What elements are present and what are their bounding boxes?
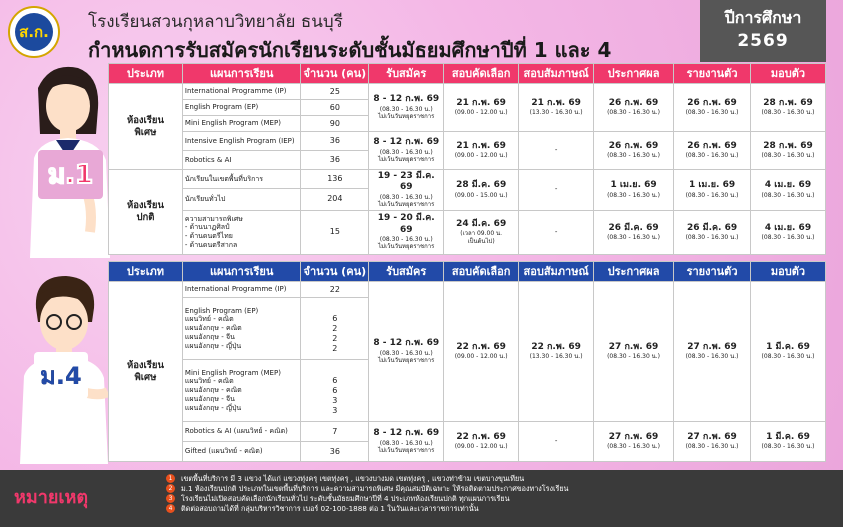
program-cell: นักเรียนในเขตพื้นที่บริการ	[182, 170, 300, 189]
date-text: 26 ก.พ. 69	[687, 141, 737, 152]
logo-emblem: ส.ก.	[15, 13, 53, 51]
date-text: 4 เม.ย. 69	[764, 222, 812, 233]
date-text: 22 ก.พ. 69	[456, 342, 506, 353]
table-row	[109, 210, 826, 254]
time-text: (08.30 - 16.30 น.)	[685, 109, 739, 117]
report-cell	[674, 282, 751, 422]
date-text: 1 เม.ย. 69	[688, 180, 736, 191]
notes-list	[166, 474, 568, 514]
note-text: ไม่เว้นวันหยุดราชการ	[378, 201, 435, 208]
count-cell: 36	[301, 132, 369, 151]
time-text: (08.30 - 16.30 น.)	[607, 233, 661, 241]
time-text: (เวลา 09.00 น. เป็นต้นไป)	[460, 230, 503, 245]
exam-cell	[444, 422, 519, 462]
col-exam: สอบคัดเลือก	[444, 262, 519, 282]
enroll-cell	[751, 422, 826, 462]
school-logo	[8, 6, 60, 58]
time-text: (08.30 - 16.30 น.)	[379, 105, 433, 113]
count-cell: 6 2 2 2	[301, 298, 369, 360]
apply-cell	[369, 282, 444, 422]
time-text: (08.30 - 16.30 น.)	[685, 152, 739, 160]
apply-cell	[369, 170, 444, 211]
note-text: โรงเรียนไม่เปิดสอบคัดเลือกนักเรียนทั่วไป ระดับชั้นมัธยมศึกษาปีที่ 4 ประเภทห้องเรียนปกติ ทุกแผนการเรียน	[181, 494, 510, 503]
date-text: 4 เม.ย. 69	[764, 180, 812, 191]
time-text: (09.00 - 12.00 น.)	[454, 353, 508, 361]
col-program: แผนการเรียน	[182, 64, 300, 84]
enroll-cell	[751, 170, 826, 211]
time-text: (08.30 - 16.30 น.)	[685, 191, 739, 199]
time-text: (08.30 - 16.30 น.)	[761, 152, 815, 160]
date-text: 8 - 12 ก.พ. 69	[373, 94, 440, 105]
report-cell	[674, 422, 751, 462]
report-cell	[674, 210, 751, 254]
count-cell: 25	[301, 84, 369, 100]
exam-cell	[444, 210, 519, 254]
count-cell: 36	[301, 442, 369, 462]
col-exam: สอบคัดเลือก	[444, 64, 519, 84]
time-text: (08.30 - 16.30 น.)	[379, 439, 433, 447]
type-cell: ห้องเรียน พิเศษ	[109, 84, 183, 170]
time-text: (09.00 - 12.00 น.)	[454, 443, 508, 451]
announce-cell	[594, 84, 674, 132]
time-text: (08.30 - 16.30 น.)	[379, 349, 433, 357]
count-cell: 15	[301, 210, 369, 254]
note-item	[166, 484, 568, 494]
col-interview: สอบสัมภาษณ์	[519, 262, 594, 282]
program-cell: Mini English Program (MEP) แผนวิทย์ - คณิต แผนอังกฤษ - คณิต แผนอังกฤษ - จีน แผนอังกฤษ - ญี่ปุ่น	[182, 360, 300, 422]
program-cell: Mini English Program (MEP)	[182, 116, 300, 132]
col-type: ประเภท	[109, 262, 183, 282]
program-cell: Robotics & AI (แผนวิทย์ - คณิต)	[182, 422, 300, 442]
exam-cell	[444, 170, 519, 211]
interview-cell: -	[519, 422, 594, 462]
time-text: (08.30 - 16.30 น.)	[685, 353, 739, 361]
enroll-cell	[751, 84, 826, 132]
date-text: 26 มี.ค. 69	[608, 222, 659, 233]
enroll-cell	[751, 210, 826, 254]
date-text: 22 ก.พ. 69	[531, 342, 581, 353]
announce-cell	[594, 132, 674, 170]
date-text: 26 ก.พ. 69	[608, 141, 659, 152]
apply-cell	[369, 210, 444, 254]
exam-cell	[444, 282, 519, 422]
note-text: ไม่เว้นวันหยุดราชการ	[378, 113, 435, 121]
count-cell: 136	[301, 170, 369, 189]
m4-badge: ม.4	[34, 352, 88, 399]
m4-schedule-table	[108, 261, 826, 462]
time-text: (13.30 - 16.30 น.)	[529, 109, 583, 117]
time-text: (09.00 - 12.00 น.)	[454, 152, 508, 160]
report-cell	[674, 132, 751, 170]
table-row	[109, 132, 826, 151]
col-count: จำนวน (คน)	[301, 262, 369, 282]
time-text: (13.30 - 16.30 น.)	[529, 353, 583, 361]
interview-cell	[519, 282, 594, 422]
type-cell: ห้องเรียน ปกติ	[109, 170, 183, 255]
col-announce: ประกาศผล	[594, 64, 674, 84]
date-text: 26 ก.พ. 69	[687, 98, 737, 109]
report-cell	[674, 170, 751, 211]
col-count: จำนวน (คน)	[301, 64, 369, 84]
time-text: (08.30 - 16.30 น.)	[761, 353, 815, 361]
date-text: 1 มี.ค. 69	[766, 342, 810, 353]
note-text: เขตพื้นที่บริการ มี 3 แขวง ได้แก่ แขวงทุ่งครุ เขตทุ่งครุ , แขวงบางมด เขตทุ่งครุ , แขวงท่าข้าม เขตบางขุนเทียน	[181, 474, 525, 483]
date-text: 1 เม.ย. 69	[610, 180, 657, 191]
date-text: 26 ก.พ. 69	[608, 98, 659, 109]
date-text: 27 ก.พ. 69	[608, 342, 659, 353]
time-text: (08.30 - 16.30 น.)	[761, 233, 815, 241]
note-text: ไม่เว้นวันหยุดราชการ	[378, 156, 435, 164]
interview-cell: -	[519, 132, 594, 170]
date-text: 27 ก.พ. 69	[687, 432, 737, 443]
year-value: 2569	[737, 31, 789, 51]
time-text: (08.30 - 16.30 น.)	[761, 443, 815, 451]
report-cell	[674, 84, 751, 132]
col-interview: สอบสัมภาษณ์	[519, 64, 594, 84]
announce-cell	[594, 422, 674, 462]
time-text: (08.30 - 16.30 น.)	[607, 152, 661, 160]
col-apply: รับสมัคร	[369, 64, 444, 84]
program-cell: English Program (EP)	[182, 100, 300, 116]
table-row	[109, 84, 826, 100]
note-number: 4	[166, 504, 175, 513]
note-number: 1	[166, 474, 175, 483]
interview-cell: -	[519, 210, 594, 254]
date-text: 19 - 23 มี.ค. 69	[377, 171, 435, 193]
time-text: (08.30 - 16.30 น.)	[685, 233, 739, 241]
date-text: 24 มี.ค. 69	[456, 218, 507, 229]
col-enroll: มอบตัว	[751, 64, 826, 84]
program-cell: English Program (EP) แผนวิทย์ - คณิต แผนอังกฤษ - คณิต แผนอังกฤษ - จีน แผนอังกฤษ - ญี่ปุ่น	[182, 298, 300, 360]
time-text: (08.30 - 16.30 น.)	[607, 443, 661, 451]
year-label: ปีการศึกษา	[724, 8, 802, 27]
year-box	[700, 0, 826, 62]
date-text: 1 มี.ค. 69	[766, 432, 810, 443]
note-text: ม.1 ห้องเรียนปกติ ประเภทในเขตพื้นที่บริการ และความสามารถพิเศษ มีคุณสมบัติเฉพาะ ให้รอติดตามประกาศของทางโรงเรียน	[181, 484, 569, 493]
exam-cell	[444, 84, 519, 132]
program-cell: International Programme (IP)	[182, 84, 300, 100]
note-item	[166, 494, 568, 504]
note-text: ไม่เว้นวันหยุดราชการ	[378, 447, 435, 455]
note-item	[166, 474, 568, 484]
date-text: 8 - 12 ก.พ. 69	[373, 137, 440, 148]
col-type: ประเภท	[109, 64, 183, 84]
count-cell: 36	[301, 151, 369, 170]
col-enroll: มอบตัว	[751, 262, 826, 282]
program-cell: ความสามารถพิเศษ - ด้านนาฏศิลป์ - ด้านดนตรีไทย - ด้านดนตรีสากล	[182, 210, 300, 254]
time-text: (09.00 - 15.00 น.)	[454, 191, 508, 199]
count-cell: 90	[301, 116, 369, 132]
col-apply: รับสมัคร	[369, 262, 444, 282]
date-text: 28 ก.พ. 69	[763, 98, 813, 109]
time-text: (08.30 - 16.30 น.)	[379, 148, 433, 156]
col-report: รายงานตัว	[674, 64, 751, 84]
table-row	[109, 170, 826, 189]
count-cell: 204	[301, 189, 369, 210]
date-text: 27 ก.พ. 69	[608, 432, 659, 443]
time-text: (08.30 - 16.30 น.)	[379, 193, 433, 201]
note-text: ไม่เว้นวันหยุดราชการ	[378, 357, 435, 365]
enroll-cell	[751, 132, 826, 170]
col-announce: ประกาศผล	[594, 262, 674, 282]
time-text: (08.30 - 16.30 น.)	[607, 191, 661, 199]
time-text: (09.00 - 12.00 น.)	[454, 109, 508, 117]
apply-cell	[369, 132, 444, 170]
school-name: โรงเรียนสวนกุหลาบวิทยาลัย ธนบุรี	[88, 12, 343, 32]
count-cell: 22	[301, 282, 369, 298]
date-text: 26 มี.ค. 69	[686, 222, 738, 233]
date-text: 21 ก.พ. 69	[456, 98, 506, 109]
date-text: 19 - 20 มี.ค. 69	[377, 213, 435, 235]
m1-badge: ม.1	[38, 150, 103, 199]
enroll-cell	[751, 282, 826, 422]
m1-header-row	[109, 64, 826, 84]
table-row	[109, 282, 826, 298]
date-text: 21 ก.พ. 69	[531, 98, 581, 109]
program-cell: Intensive English Program (IEP)	[182, 132, 300, 151]
note-item	[166, 504, 568, 514]
date-text: 8 - 12 ก.พ. 69	[373, 338, 440, 349]
date-text: 28 ก.พ. 69	[763, 141, 813, 152]
note-number: 3	[166, 494, 175, 503]
date-text: 28 มี.ค. 69	[456, 180, 507, 191]
time-text: (08.30 - 16.30 น.)	[761, 191, 815, 199]
type-cell: ห้องเรียน พิเศษ	[109, 282, 183, 462]
count-cell: 60	[301, 100, 369, 116]
program-cell: International Programme (IP)	[182, 282, 300, 298]
apply-cell	[369, 84, 444, 132]
col-report: รายงานตัว	[674, 262, 751, 282]
m1-schedule-table	[108, 63, 826, 255]
date-text: 27 ก.พ. 69	[687, 342, 737, 353]
time-text: (08.30 - 16.30 น.)	[761, 109, 815, 117]
note-number: 2	[166, 484, 175, 493]
note-text: ไม่เว้นวันหยุดราชการ	[378, 243, 435, 251]
col-program: แผนการเรียน	[182, 262, 300, 282]
announce-cell	[594, 210, 674, 254]
announce-cell	[594, 282, 674, 422]
count-cell: 7	[301, 422, 369, 442]
m4-header-row	[109, 262, 826, 282]
date-text: 21 ก.พ. 69	[456, 141, 506, 152]
date-text: 8 - 12 ก.พ. 69	[373, 428, 440, 439]
time-text: (08.30 - 16.30 น.)	[379, 235, 433, 243]
interview-cell: -	[519, 170, 594, 211]
note-text: ติดต่อสอบถามได้ที่ กลุ่มบริหารวิชาการ เบอร์ 02-100-1888 ต่อ 1 ในวันและเวลาราชการเท่านั้น	[181, 504, 479, 513]
time-text: (08.30 - 16.30 น.)	[607, 109, 661, 117]
count-cell: 6 6 3 3	[301, 360, 369, 422]
page-title: กำหนดการรับสมัครนักเรียนระดับชั้นมัธยมศึกษาปีที่ 1 และ 4	[88, 38, 612, 62]
apply-cell	[369, 422, 444, 462]
program-cell: นักเรียนทั่วไป	[182, 189, 300, 210]
notes-label: หมายเหตุ	[14, 482, 88, 511]
interview-cell	[519, 84, 594, 132]
exam-cell	[444, 132, 519, 170]
announce-cell	[594, 170, 674, 211]
time-text: (08.30 - 16.30 น.)	[685, 443, 739, 451]
program-cell: Gifted (แผนวิทย์ - คณิต)	[182, 442, 300, 462]
date-text: 22 ก.พ. 69	[456, 432, 506, 443]
table-row	[109, 422, 826, 442]
time-text: (08.30 - 16.30 น.)	[607, 353, 661, 361]
program-cell: Robotics & AI	[182, 151, 300, 170]
